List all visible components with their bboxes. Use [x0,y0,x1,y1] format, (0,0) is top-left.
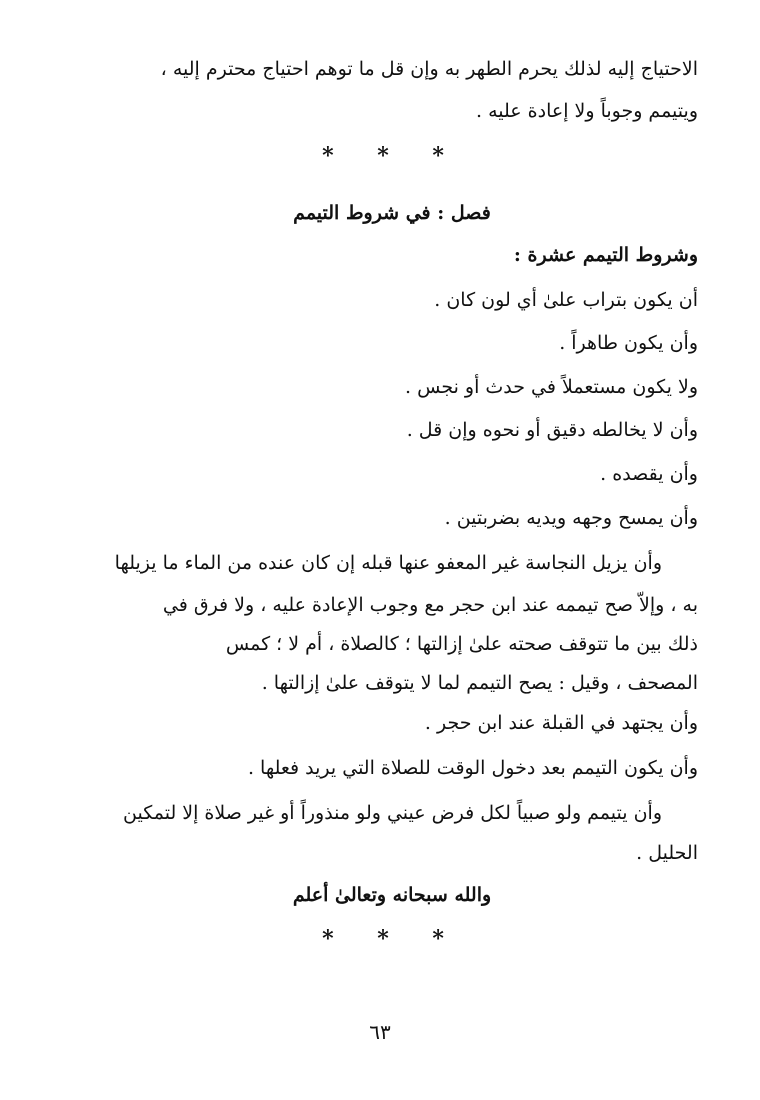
condition-1: أن يكون بتراب علىٰ أي لون كان . [434,289,698,311]
najasa-paragraph-line-2: به ، وإلاّ صح تيممه عند ابن حجر مع وجوب الإعادة عليه ، ولا فرق في [162,594,698,616]
separator-stars: * * * [322,143,462,169]
top-paragraph-line-2: ويتيمم وجوباً ولا إعادة عليه . [476,100,698,122]
condition-6: وأن يمسح وجهه ويديه بضربتين . [444,507,698,529]
najasa-paragraph-line-1: وأن يزيل النجاسة غير المعفو عنها قبله إن كان عنده من الماء ما يزيلها [114,552,662,574]
separator-stars-end: * * * [322,926,462,952]
condition-2: وأن يكون طاهراً . [559,332,698,354]
time-condition: وأن يكون التيمم بعد دخول الوقت للصلاة التي يريد فعلها . [247,757,698,779]
condition-4: وأن لا يخالطه دقيق أو نحوه وإن قل . [406,419,698,441]
najasa-paragraph-line-4: المصحف ، وقيل : يصح التيمم لما لا يتوقف علىٰ إزالتها . [261,672,698,694]
najasa-paragraph-line-3: ذلك بين ما تتوقف صحته علىٰ إزالتها ؛ كالصلاة ، أم لا ؛ كمس [225,633,698,655]
last-paragraph-line-2: الحليل . [636,842,698,864]
closing-phrase: والله سبحانه وتعالىٰ أعلم [292,884,492,906]
last-paragraph-line-1: وأن يتيمم ولو صبياً لكل فرض عيني ولو منذوراً أو غير صلاة إلا لتمكين [123,802,662,824]
condition-3: ولا يكون مستعملاً في حدث أو نجس . [405,376,698,398]
qibla-condition: وأن يجتهد في القبلة عند ابن حجر . [424,712,698,734]
page-number: ٦٣ [369,1020,391,1044]
condition-5: وأن يقصده . [600,463,698,485]
section-title: فصل : في شروط التيمم [293,202,491,224]
top-paragraph-line-1: الاحتياج إليه لذلك يحرم الطهر به وإن قل ما توهم احتياج محترم إليه ، [160,58,698,80]
conditions-intro: وشروط التيمم عشرة : [513,244,698,266]
